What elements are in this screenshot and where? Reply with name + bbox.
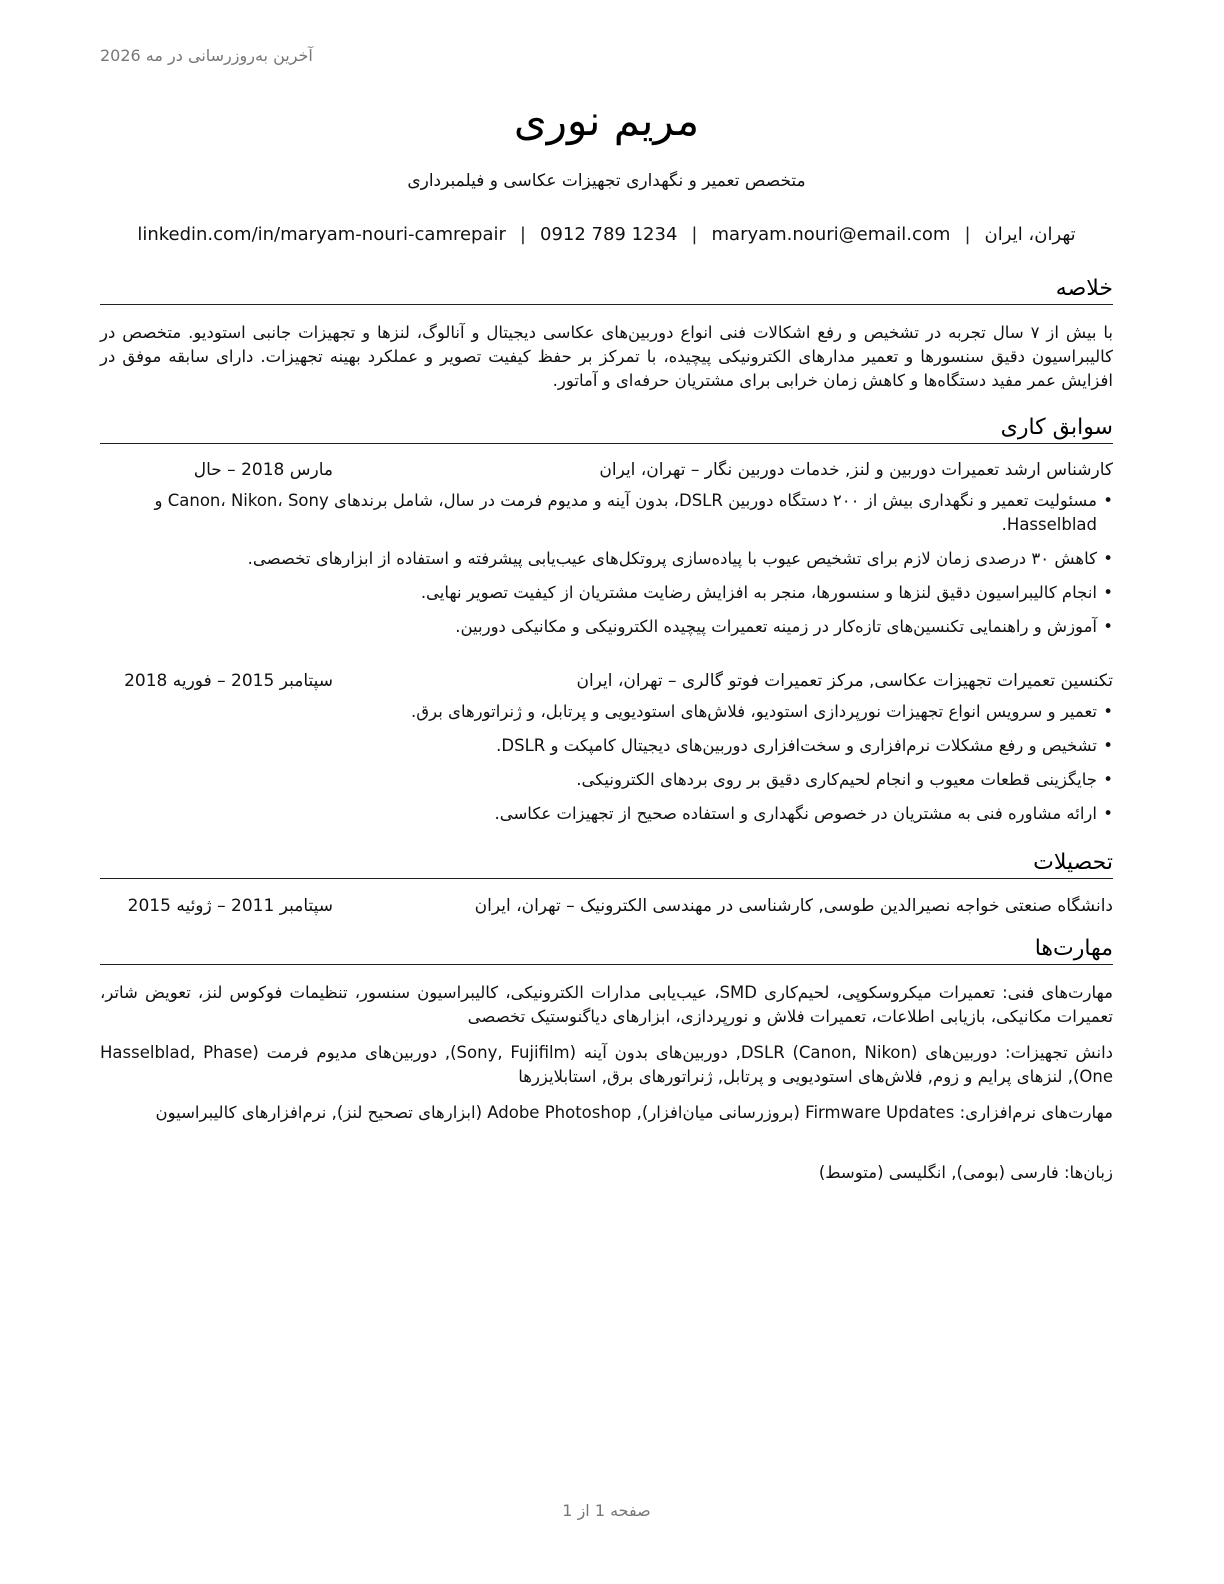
contact-separator: | xyxy=(691,224,698,245)
job-dates: مارس 2018 – حال xyxy=(193,460,333,480)
section-title-skills: مهارت‌ها xyxy=(100,936,1113,965)
job-role: کارشناس ارشد تعمیرات دوربین و لنز, خدمات دوربین نگار – تهران، ایران xyxy=(599,460,1113,480)
candidate-name: مریم نوری xyxy=(513,96,700,145)
page-number: صفحه 1 از 1 xyxy=(562,1501,651,1520)
job-dates: سپتامبر 2015 – فوریه 2018 xyxy=(124,671,333,691)
section-title-summary: خلاصه xyxy=(100,276,1113,305)
section-title-education: تحصیلات xyxy=(100,850,1113,879)
education-school: دانشگاه صنعتی خواجه نصیرالدین طوسی, کارشناسی در مهندسی الکترونیک – تهران، ایران xyxy=(474,896,1113,916)
job-bullet: • کاهش ۳۰ درصدی زمان لازم برای تشخیص عیوب با پیاده‌سازی پروتکل‌های عیب‌یابی پیشرفته و استفاده از ابزارهای تخصصی. xyxy=(100,547,1113,571)
job-bullet: • آموزش و راهنمایی تکنسین‌های تازه‌کار در زمینه تعمیرات پیچیده الکترونیکی و مکانیکی دوربین. xyxy=(100,615,1113,639)
job-role: تکنسین تعمیرات تجهیزات عکاسی, مرکز تعمیرات فوتو گالری – تهران، ایران xyxy=(576,671,1113,691)
skill-line: دانش تجهیزات: دوربین‌های DSLR (Canon, Nikon), دوربین‌های بدون آینه (Sony, Fujifilm), دوربین‌های مدیوم فرمت (Hasselblad, Phase One), لنزهای پرایم و زوم, فلاش‌های استودیویی و پرتابل, ژنراتورهای برق, استابلایزرها xyxy=(100,1043,1113,1086)
job-header xyxy=(100,669,1113,693)
job-bullets xyxy=(100,489,1113,649)
job-bullet: • جایگزینی قطعات معیوب و انجام لحیم‌کاری دقیق بر روی بردهای الکترونیکی. xyxy=(100,768,1113,792)
skill-line: مهارت‌های نرم‌افزاری: Firmware Updates (بروزرسانی میان‌افزار), Adobe Photoshop (ابزارهای تصحیح لنز), نرم‌افزارهای کالیبراسیون xyxy=(155,1103,1113,1122)
contact-email[interactable]: maryam.nouri@email.com xyxy=(711,224,951,245)
job-bullet: • مسئولیت تعمیر و نگهداری بیش از ۲۰۰ دستگاه دوربین DSLR، بدون آینه و مدیوم فرمت در سال، شامل برندهای Canon، Nikon، Sony و Hasselblad. xyxy=(100,489,1113,537)
job-bullet: • انجام کالیبراسیون دقیق لنزها و سنسورها، منجر به افزایش رضایت مشتریان از کیفیت تصویر نهایی. xyxy=(100,581,1113,605)
job-bullet: • ارائه مشاوره فنی به مشتریان در خصوص نگهداری و استفاده صحیح از تجهیزات عکاسی. xyxy=(100,802,1113,826)
skill-line: مهارت‌های فنی: تعمیرات میکروسکوپی، لحیم‌کاری SMD، عیب‌یابی مدارات الکترونیکی، کالیبراسیون سنسور، تنظیمات فوکوس لنز، تعویض شاتر، تعمیرات مکانیکی، بازیابی اطلاعات، تعمیرات فلاش و نورپردازی، ابزارهای دیاگنوستیک تخصصی xyxy=(100,983,1113,1026)
contact-line xyxy=(100,224,1113,245)
last-updated-note: آخرین به‌روزرسانی در مه 2026 xyxy=(100,46,313,65)
summary-text: با بیش از ۷ سال تجربه در تشخیص و رفع اشکالات فنی انواع دوربین‌های عکاسی دیجیتال و آنالوگ، لنزها و تجهیزات جانبی استودیو. متخصص در کالیبراسیون دقیق سنسورها و تعمیر مدارهای الکترونیکی پیچیده، با تمرکز بر حفظ کیفیت تصویر و عملکرد بهینه تجهیزات. دارای سابقه موفق در افزایش عمر مفید دستگاه‌ها و کاهش زمان خرابی برای مشتریان حرفه‌ای و آماتور. xyxy=(100,323,1113,390)
education-entry xyxy=(100,894,1113,918)
job-header xyxy=(100,458,1113,482)
contact-location: تهران، ایران xyxy=(984,224,1076,245)
section-title-experience: سوابق کاری xyxy=(100,415,1113,444)
contact-separator: | xyxy=(964,224,971,245)
candidate-tagline: متخصص تعمیر و نگهداری تجهیزات عکاسی و فیلمبرداری xyxy=(407,171,806,191)
skill-line: زبان‌ها: فارسی (بومی), انگلیسی (متوسط) xyxy=(818,1163,1113,1182)
job-bullet: • تعمیر و سرویس انواع تجهیزات نورپردازی استودیو، فلاش‌های استودیویی و پرتابل، و ژنراتورهای برق. xyxy=(100,700,1113,724)
job-bullets xyxy=(100,700,1113,836)
resume-page xyxy=(100,0,1113,1584)
contact-linkedin[interactable]: linkedin.com/in/maryam-nouri-camrepair xyxy=(137,224,506,245)
contact-separator: | xyxy=(519,224,526,245)
contact-phone: 0912 789 1234 xyxy=(540,224,678,245)
education-dates: سپتامبر 2011 – ژوئیه 2015 xyxy=(127,896,333,916)
job-bullet: • تشخیص و رفع مشکلات نرم‌افزاری و سخت‌افزاری دوربین‌های دیجیتال کامپکت و DSLR. xyxy=(100,734,1113,758)
